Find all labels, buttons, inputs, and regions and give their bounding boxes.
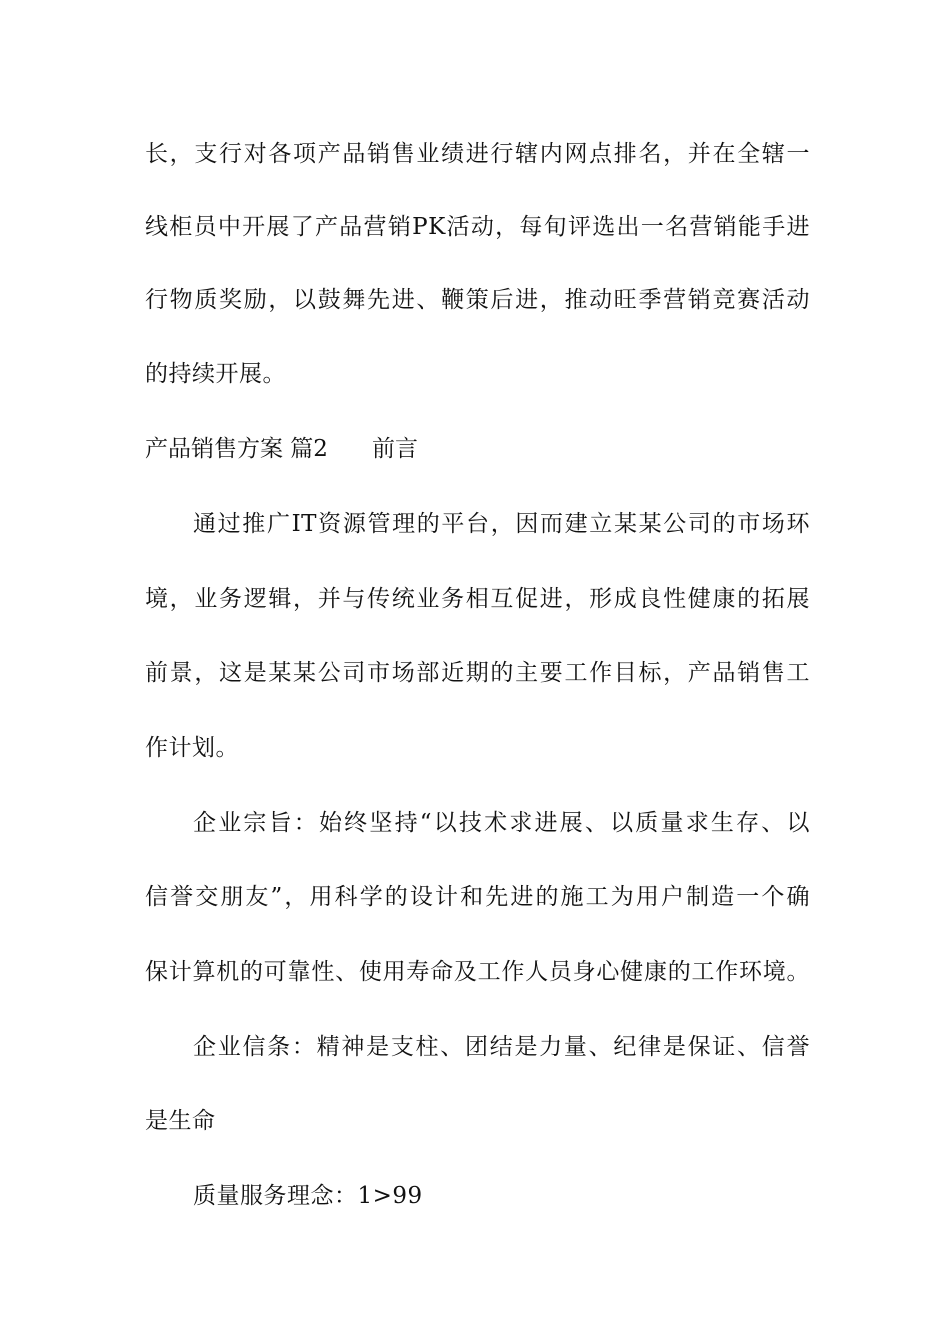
paragraph2-line3: 前景，这是某某公司市场部近期的主要工作目标，产品销售工 (145, 660, 810, 686)
paragraph1-line2: 线柜员中开展了产品营销PK活动，每旬评选出一名营销能手进 (145, 214, 810, 240)
paragraph2-line2: 境，业务逻辑，并与传统业务相互促进，形成良性健康的拓展 (145, 586, 810, 612)
paragraph4-line2: 是生命 (145, 1108, 216, 1134)
section-title: 产品销售方案 篇2 (145, 436, 328, 462)
paragraph2-line1: 通过推广IT资源管理的平台，因而建立某某公司的市场环 (193, 511, 810, 537)
paragraph3-line2: 信誉交朋友”，用科学的设计和先进的施工为用户制造一个确 (145, 884, 810, 910)
paragraph1-line4: 的持续开展。 (145, 361, 286, 387)
section-heading (145, 434, 418, 464)
paragraph3-line3: 保计算机的可靠性、使用寿命及工作人员身心健康的工作环境。 (145, 959, 810, 985)
paragraph1-line1: 长，支行对各项产品销售业绩进行辖内网点排名，并在全辖一 (145, 141, 810, 167)
paragraph2-line4: 作计划。 (145, 735, 239, 761)
paragraph3-line1: 企业宗旨：始终坚持“以技术求进展、以质量求生存、以 (193, 810, 810, 836)
section-subtitle: 前言 (371, 436, 418, 462)
paragraph1-line3: 行物质奖励，以鼓舞先进、鞭策后进，推动旺季营销竞赛活动 (145, 287, 810, 313)
paragraph5-line1: 质量服务理念：1>99 (193, 1183, 423, 1209)
paragraph4-line1: 企业信条：精神是支柱、团结是力量、纪律是保证、信誉 (193, 1034, 810, 1060)
